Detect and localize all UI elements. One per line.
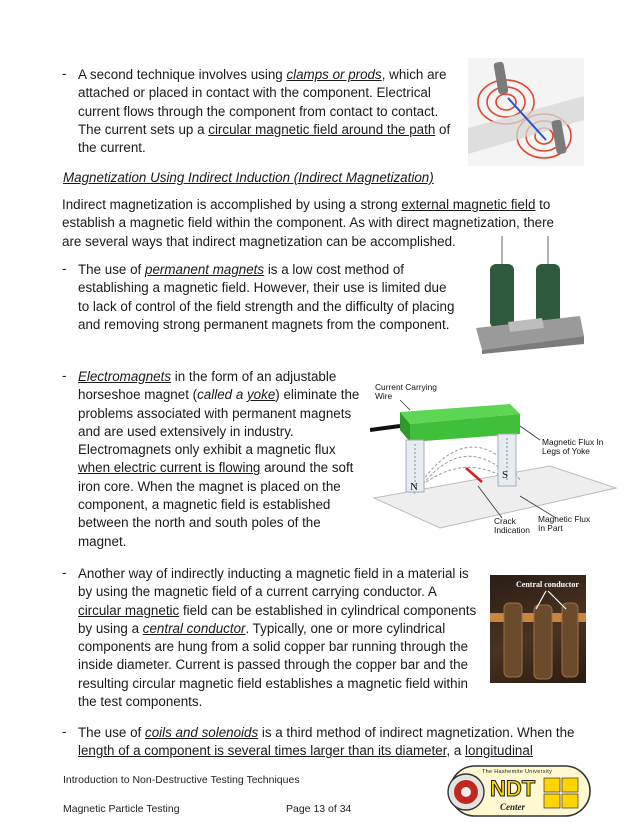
electromagnets-paragraph <box>78 368 360 551</box>
central-conductor-photo <box>490 575 586 683</box>
coils-paragraph <box>78 724 578 761</box>
yoke-diagram <box>370 378 620 534</box>
text-run: The use of <box>78 262 145 277</box>
label-flux-legs: Magnetic Flux In Legs of Yoke <box>542 437 604 456</box>
footer-page-number: Page 13 of 34 <box>286 803 352 815</box>
ndt-center-logo <box>440 760 596 822</box>
text-run: Another way of indirectly inducting a magnetic field in a material is by using the magnetic field of a current carrying conductor. A <box>78 566 469 600</box>
text-run: A second technique involves using <box>78 67 287 82</box>
text-run: is a low cost method of establishing a magnetic field. However, their use is limited due to lack of control of the field strength and the difficulty of placing and removing strong permanent magnets from the component. <box>78 262 455 332</box>
text-run: permanent magnets <box>145 262 265 277</box>
footer-course-title: Introduction to Non-Destructive Testing Techniques <box>63 774 300 786</box>
text-run: is a third method of indirect magnetization. When the <box>258 725 575 740</box>
text-run: , which are attached or placed in contact with the component. Electrical current flows through the component from contact to contact. The current sets up a <box>78 67 447 137</box>
text-run: Magnetization Using Indirect Induction (Indirect Magnetization) <box>63 170 434 185</box>
text-run: of the current. <box>78 121 451 156</box>
label-current-wire: Current Carrying Wire <box>375 382 437 401</box>
clamps-prods-figure <box>468 58 584 166</box>
text-run: in the form of an adjustable horseshoe magnet ( <box>78 369 337 403</box>
text-run: Electromagnets <box>78 369 172 384</box>
text-run: . Typically, one or more cylindrical components are hung from a solid copper bar running through the inside diameter. Current is passed through the copper bar and the resulting circular magnetic field establishes a magnetic field within the test components. <box>78 620 469 710</box>
bullet-marker: - <box>62 261 67 276</box>
footer-subject: Magnetic Particle Testing <box>63 803 180 815</box>
text-run: longitudinal <box>465 743 533 759</box>
text-run: The use of <box>78 725 145 740</box>
logo-center-text: Center <box>500 802 526 812</box>
text-run: Indirect magnetization is accomplished by using a strong <box>62 197 402 212</box>
text-run: field can be established in cylindrical components by using a <box>78 602 477 636</box>
bullet-marker: - <box>62 724 67 739</box>
clamps-paragraph <box>78 66 453 157</box>
south-pole-label: S <box>502 469 509 481</box>
section-heading <box>63 169 434 187</box>
text-run: called a <box>197 387 247 403</box>
text-run: circular magnetic <box>78 602 180 618</box>
logo-ndt-text: NDT <box>490 776 536 801</box>
bullet-marker: - <box>62 368 67 383</box>
bullet-marker: - <box>62 565 67 580</box>
label-crack-indication: Crack Indication <box>494 516 530 535</box>
text-run: external magnetic field <box>401 197 536 212</box>
text-run: yoke <box>246 387 276 403</box>
permanent-magnets-paragraph <box>78 261 458 334</box>
text-run: central conductor <box>142 620 246 636</box>
photo-caption: Central conductor <box>516 580 579 589</box>
text-run: to establish a magnetic field within the component. As with direct magnetization, there are several ways that indirect magnetization can be accomplished. <box>62 197 555 249</box>
text-run: clamps or prods <box>286 67 382 82</box>
logo-university-text: The Hashemite University <box>482 769 553 775</box>
label-flux-part: Magnetic Flux In Part <box>538 514 591 533</box>
text-run: circular magnetic field around the path <box>208 121 436 137</box>
bullet-marker: - <box>62 66 67 81</box>
text-run: when electric current is flowing <box>78 460 261 476</box>
central-conductor-paragraph <box>78 565 480 711</box>
text-run: length of a component is several times larger than its diameter <box>78 743 447 759</box>
text-run: around the soft iron core. When the magnet is placed on the component, a magnetic field is established between the north and south poles of the magnet. <box>78 460 354 549</box>
permanent-magnet-figure <box>468 236 588 354</box>
text-run: ) eliminate the problems associated with permanent magnets and are used extensively in industry. Electromagnets only exhibit a magnetic flux <box>78 387 360 458</box>
text-run: , a <box>446 743 466 759</box>
north-pole-label: N <box>410 481 418 493</box>
text-run: coils and solenoids <box>145 725 259 740</box>
